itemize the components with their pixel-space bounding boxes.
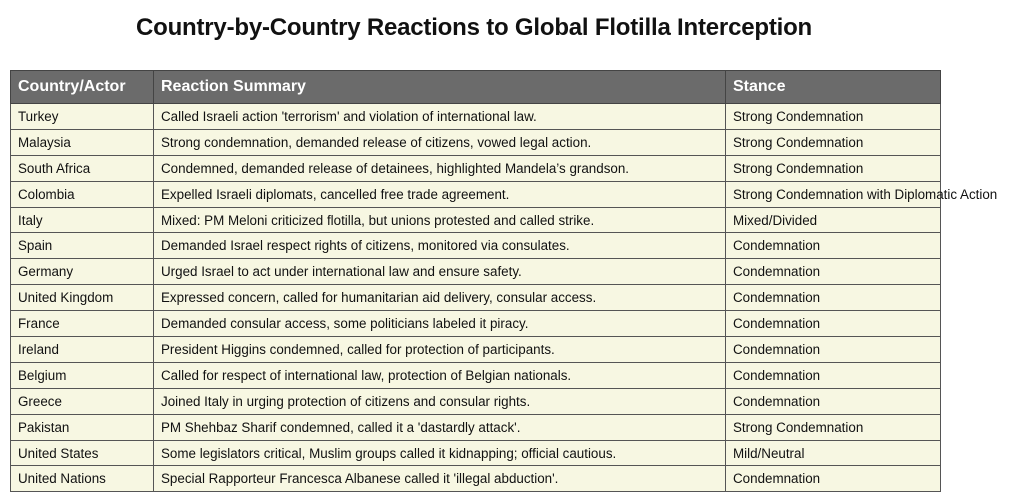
cell-stance: Strong Condemnation: [726, 104, 941, 130]
cell-summary: Urged Israel to act under international law and ensure safety.: [154, 259, 726, 285]
cell-stance: Strong Condemnation: [726, 155, 941, 181]
cell-stance: Condemnation: [726, 259, 941, 285]
table-row: [11, 414, 941, 440]
cell-country: Italy: [11, 207, 154, 233]
cell-summary: Mixed: PM Meloni criticized flotilla, but unions protested and called strike.: [154, 207, 726, 233]
table-row: [11, 233, 941, 259]
cell-stance: Condemnation: [726, 285, 941, 311]
cell-country: Pakistan: [11, 414, 154, 440]
reactions-table: [10, 70, 998, 492]
cell-stance: Condemnation: [726, 466, 941, 492]
cell-stance: Mixed/Divided: [726, 207, 941, 233]
cell-summary: Demanded consular access, some politicians labeled it piracy.: [154, 311, 726, 337]
cell-country: United Kingdom: [11, 285, 154, 311]
table-row: [11, 104, 941, 130]
cell-summary: Special Rapporteur Francesca Albanese called it 'illegal abduction'.: [154, 466, 726, 492]
cell-summary: Joined Italy in urging protection of citizens and consular rights.: [154, 388, 726, 414]
table-row: [11, 181, 941, 207]
table-row: [11, 311, 941, 337]
table-row: [11, 129, 941, 155]
cell-country: United States: [11, 440, 154, 466]
cell-country: Turkey: [11, 104, 154, 130]
table-row: [11, 285, 941, 311]
table-row: [11, 155, 941, 181]
cell-stance: Strong Condemnation: [726, 414, 941, 440]
cell-summary: President Higgins condemned, called for protection of participants.: [154, 337, 726, 363]
cell-stance: Mild/Neutral: [726, 440, 941, 466]
cell-summary: Called for respect of international law, protection of Belgian nationals.: [154, 362, 726, 388]
cell-stance: Condemnation: [726, 388, 941, 414]
cell-country: Greece: [11, 388, 154, 414]
cell-country: United Nations: [11, 466, 154, 492]
table-body: [11, 104, 998, 492]
cell-country: Colombia: [11, 181, 154, 207]
cell-stance: Condemnation: [726, 362, 941, 388]
cell-summary: Some legislators critical, Muslim groups called it kidnapping; official cautious.: [154, 440, 726, 466]
cell-summary: PM Shehbaz Sharif condemned, called it a 'dastardly attack'.: [154, 414, 726, 440]
cell-country: Belgium: [11, 362, 154, 388]
table-row: [11, 362, 941, 388]
cell-summary: Strong condemnation, demanded release of citizens, vowed legal action.: [154, 129, 726, 155]
table-row: [11, 466, 941, 492]
cell-summary: Expressed concern, called for humanitarian aid delivery, consular access.: [154, 285, 726, 311]
cell-country: Malaysia: [11, 129, 154, 155]
cell-stance: Condemnation: [726, 337, 941, 363]
column-header-summary: Reaction Summary: [154, 71, 726, 104]
cell-country: Germany: [11, 259, 154, 285]
cell-stance: Strong Condemnation: [726, 129, 941, 155]
cell-country: France: [11, 311, 154, 337]
cell-stance: Strong Condemnation with Diplomatic Action: [726, 181, 941, 207]
table-row: [11, 207, 941, 233]
table-header: [11, 71, 941, 104]
cell-summary: Expelled Israeli diplomats, cancelled free trade agreement.: [154, 181, 726, 207]
header-row: [11, 71, 941, 104]
column-header-stance: Stance: [726, 71, 941, 104]
page-title: Country-by-Country Reactions to Global Flotilla Interception: [135, 14, 813, 41]
cell-country: Spain: [11, 233, 154, 259]
cell-country: Ireland: [11, 337, 154, 363]
table-row: [11, 440, 941, 466]
cell-summary: Demanded Israel respect rights of citizens, monitored via consulates.: [154, 233, 726, 259]
table-row: [11, 259, 941, 285]
cell-summary: Called Israeli action 'terrorism' and violation of international law.: [154, 104, 726, 130]
table-row: [11, 337, 941, 363]
cell-country: South Africa: [11, 155, 154, 181]
column-header-country: Country/Actor: [11, 71, 154, 104]
table-row: [11, 388, 941, 414]
cell-stance: Condemnation: [726, 233, 941, 259]
cell-stance: Condemnation: [726, 311, 941, 337]
cell-summary: Condemned, demanded release of detainees, highlighted Mandela’s grandson.: [154, 155, 726, 181]
